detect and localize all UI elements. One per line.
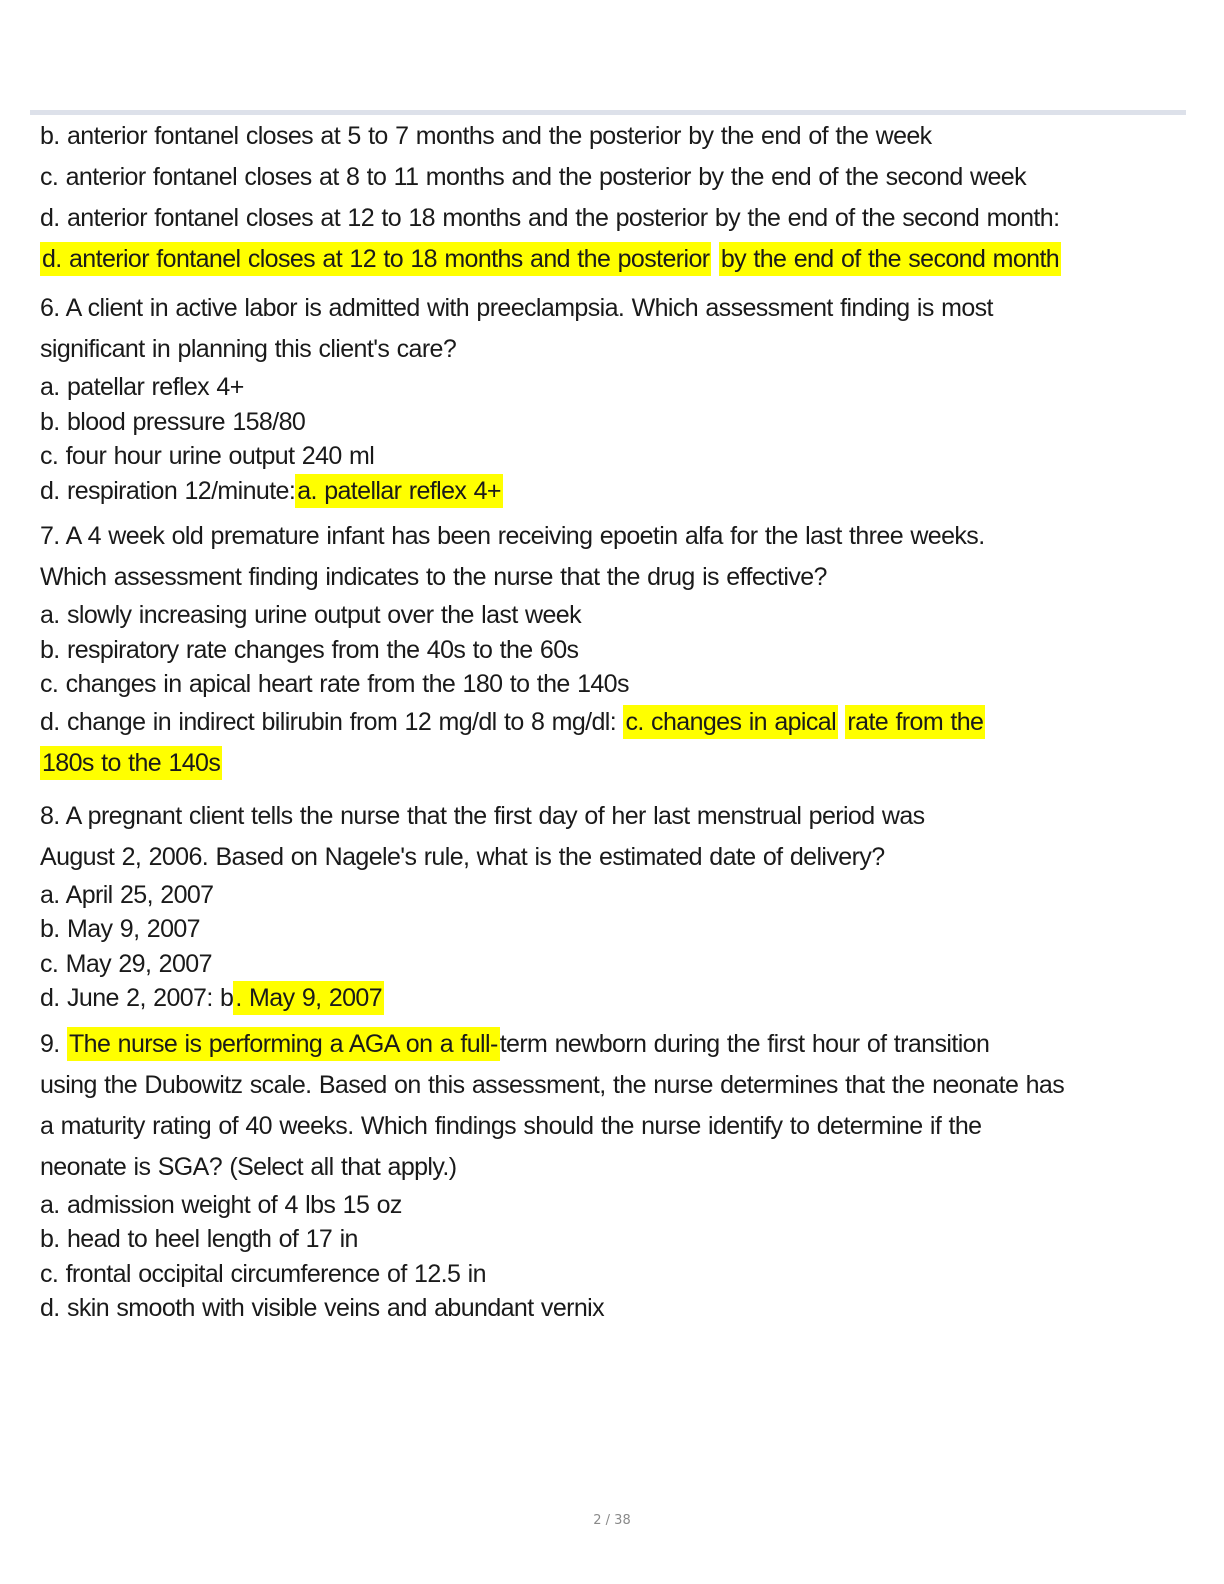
q8-option-d [40, 981, 1180, 1016]
question-6 [40, 288, 1180, 508]
q9-stem-line-4: neonate is SGA? (Select all that apply.) [40, 1152, 457, 1181]
q9-stem-rest: term newborn during the first hour of transition [499, 1029, 990, 1058]
q6-answer-highlight: a. patellar reflex 4+ [295, 474, 503, 508]
q8-answer-highlight: . May 9, 2007 [233, 981, 384, 1015]
q7-answer-highlight-3: 180s to the 140s [40, 746, 222, 780]
q7-option-d [40, 702, 1180, 743]
q9-option-b: b. head to heel length of 17 in [40, 1225, 358, 1253]
q9-option-d: d. skin smooth with visible veins and abundant vernix [40, 1294, 605, 1322]
q6-option-c: c. four hour urine output 240 ml [40, 442, 375, 470]
q7-option-d-text: d. change in indirect bilirubin from 12 mg/dl to 8 mg/dl: [40, 707, 617, 736]
page-indicator: 2 / 38 [593, 1513, 631, 1528]
q6-option-a: a. patellar reflex 4+ [40, 373, 244, 401]
q8-option-a: a. April 25, 2007 [40, 880, 214, 909]
q6-option-d [40, 474, 1180, 509]
q8-option-c: c. May 29, 2007 [40, 949, 212, 978]
q5-option-b: b. anterior fontanel closes at 5 to 7 months and the posterior by the end of the week [40, 122, 932, 150]
q7-answer-continued [40, 743, 1180, 784]
question-9 [40, 1024, 1180, 1326]
q9-option-a: a. admission weight of 4 lbs 15 oz [40, 1190, 402, 1219]
q9-stem-line-3: a maturity rating of 40 weeks. Which findings should the nurse identify to determine if the [40, 1111, 982, 1140]
q8-stem-line-1: 8. A pregnant client tells the nurse that the first day of her last menstrual period was [40, 801, 925, 830]
q5-answer-highlight-1: d. anterior fontanel closes at 12 to 18 months and the posterior [40, 242, 711, 276]
q7-answer-highlight-2: rate from the [845, 705, 985, 739]
q7-stem-line-1: 7. A 4 week old premature infant has been receiving epoetin alfa for the last three weeks. [40, 522, 985, 550]
document-body [40, 116, 1180, 1326]
q9-stem-highlight: The nurse is performing a AGA on a full- [67, 1027, 500, 1061]
q5-option-d: d. anterior fontanel closes at 12 to 18 months and the posterior by the end of the second month: [40, 204, 1060, 232]
q5-option-c: c. anterior fontanel closes at 8 to 11 months and the posterior by the end of the second week [40, 163, 1026, 191]
q9-stem-line-1 [40, 1024, 1180, 1065]
q7-answer-highlight-1: c. changes in apical [623, 705, 838, 739]
q7-option-a: a. slowly increasing urine output over the last week [40, 601, 581, 629]
q8-option-b: b. May 9, 2007 [40, 915, 200, 943]
q6-option-b: b. blood pressure 158/80 [40, 407, 306, 436]
q9-stem-line-2: using the Dubowitz scale. Based on this assessment, the nurse determines that the neonate has [40, 1070, 1065, 1099]
question-8 [40, 796, 1180, 1016]
q5-answer-highlight-2: by the end of the second month [719, 242, 1061, 276]
question-5 [40, 116, 1180, 280]
q8-stem-line-2: August 2, 2006. Based on Nagele's rule, what is the estimated date of delivery? [40, 842, 885, 871]
q7-option-c: c. changes in apical heart rate from the 180 to the 140s [40, 670, 629, 698]
question-7 [40, 516, 1180, 784]
q7-option-b: b. respiratory rate changes from the 40s to the 60s [40, 635, 579, 664]
top-divider [30, 110, 1186, 115]
q5-answer [40, 239, 1180, 280]
q7-stem-line-2: Which assessment finding indicates to the nurse that the drug is effective? [40, 563, 827, 591]
q9-number: 9. [40, 1029, 60, 1058]
q9-option-c: c. frontal occipital circumference of 12.5 in [40, 1259, 486, 1288]
q8-option-d-text: d. June 2, 2007: b [40, 984, 234, 1012]
q6-stem-line-1: 6. A client in active labor is admitted with preeclampsia. Which assessment finding is most [40, 294, 993, 322]
q6-stem-line-2: significant in planning this client's care? [40, 335, 457, 363]
q6-option-d-text: d. respiration 12/minute: [40, 476, 296, 505]
